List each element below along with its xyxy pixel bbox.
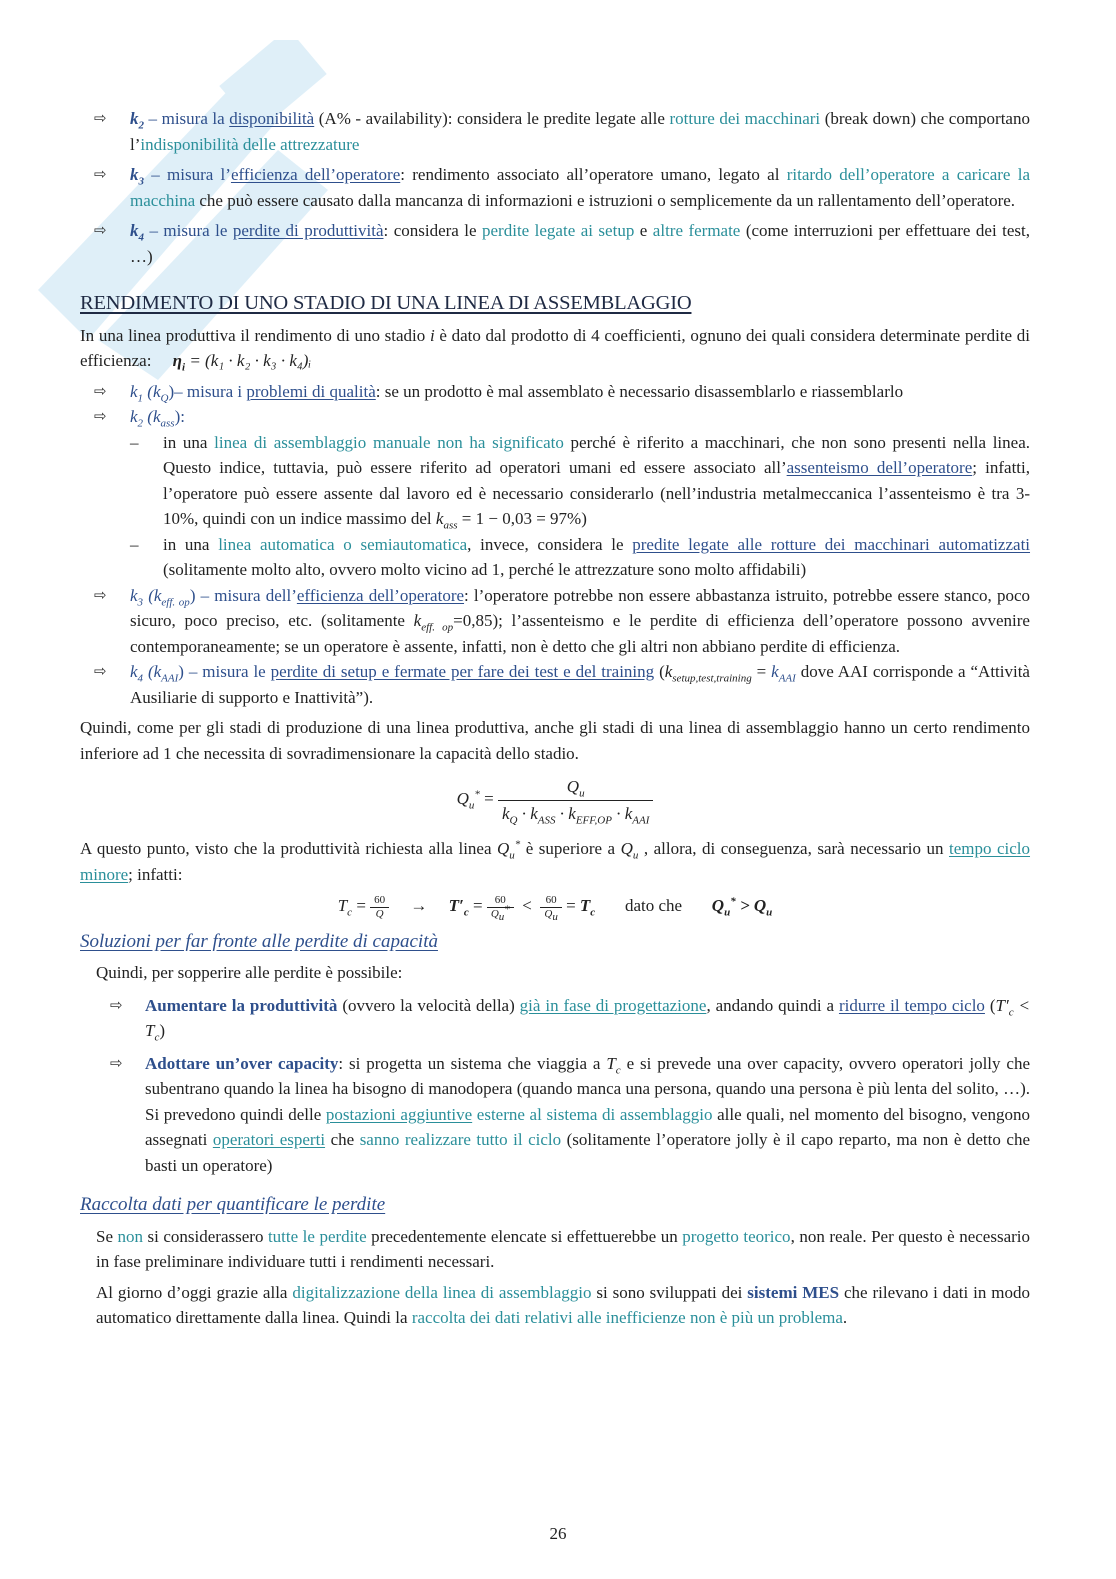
bullet-kq: ⇨ $k_1$ $(k_Q)-$ misura i problemi di qualità: se un prodotto è mal assemblato è necessario disassemblarlo e riassemblarlo xyxy=(80,379,1030,405)
page-number: 26 xyxy=(549,1524,567,1543)
bullet-aumentare-produttivita: ⇨ Aumentare la produttività (ovvero la velocità della) già in fase di progettazione, andando quindi a ridurre il tempo ciclo $(T'_c < T_c)$ xyxy=(80,993,1030,1044)
bullet-k4: ⇨ $k_4$ – misura le perdite di produttività: considera le perdite legate ai setup e altre fermate (come interruzioni per effettuare dei test, …) xyxy=(80,218,1030,269)
arrow-bullet-icon: ⇨ xyxy=(94,109,107,127)
k-symbol: $k_3$ xyxy=(130,165,144,188)
formula-qu-star: $Q_u^*$ = $\frac{Q_u}{k_Q \cdot k_{ASS} \cdot k_{EFF,OP} \cdot k_{AAI}}$ xyxy=(80,774,1030,826)
formula-tempo-ciclo: $T_c$ = $\frac{60}{Q}$ → $T'_c$ = $\frac{60}{Q_u^*}$ < $\frac{60}{Q_u}$ = $T_c$ dato che $Q_u^* > Q_u$ xyxy=(337,893,773,923)
k-symbol: $k_4$ xyxy=(130,221,144,244)
bullet-keffop: ⇨ $k_3$ $(k_{eff. op})$ – misura dell’efficienza dell’operatore: l’operatore potrebbe non essere abbastanza istruito, potrebbe essere stanco, poco sicuro, poco preciso, etc. (solitamente $k_{eff. op}=0,85$); l’assenteismo e le perdite di efficienza dell’operatore possono avvenire contemporaneamente; se un operatore è assente, infatti, non è detto che gli altri non abbiano perdite di efficienza. xyxy=(80,583,1030,660)
bullet-over-capacity: ⇨ Adottare un’over capacity: si progetta un sistema che viaggia a $T_c$ e si prevede una over capacity, ovvero operatori jolly che subentrano quando la linea ha bisogno di manodopera (quando manca una persona, quando una persona è più lenta del solito, …). Si prevedono quindi delle postazioni aggiuntive esterne al sistema di assemblaggio alle quali, nel momento del bisogno, vengono assegnati operatori esperti che sanno realizzare tutto il ciclo (solitamente l’operatore jolly è il capo reparto, ma non è detto che basti un operatore) xyxy=(80,1051,1030,1179)
soluzioni-intro: Quindi, per sopperire alle perdite è possibile: xyxy=(96,963,403,983)
raccolta-paragraph-2: Al giorno d’oggi grazie alla digitalizzazione della linea di assemblaggio si sono sviluppati dei sistemi MES che rilevano i dati in modo automatico direttamente dalla linea. Quindi la raccolta dei dati relativi alle inefficienze non è più un problema. xyxy=(96,1282,1030,1328)
k-symbol: $k_2$ xyxy=(130,109,144,132)
paragraph-quindi: Quindi, come per gli stadi di produzione di una linea produttiva, anche gli stadi di una linea di assemblaggio hanno un certo rendimento inferiore ad 1 che necessita di sovradimensionare la capacità dello stadio. xyxy=(80,718,1030,763)
dash-item-manual: – in una linea di assemblaggio manuale non ha significato perché è riferito a macchinari, che non sono presenti nella linea. Questo indice, tuttavia, può essere riferito ad operatori umani ed essere associato all’assenteismo dell’operatore; infatti, l’operatore può essere assente dal lavoro ed è necessario considerarlo (nell’industria metalmeccanica l’assenteismo è tra 3-10%, quindi con un indice massimo del $k_{ass} = 1 - 0,03 = 97\%$) xyxy=(130,432,1030,532)
link-disponibilita: disponibilità xyxy=(229,109,315,128)
page-content xyxy=(80,106,1030,1336)
arrow-bullet-icon: ⇨ xyxy=(94,165,107,183)
paragraph-a-questo-punto: A questo punto, visto che la produttività richiesta alla linea $Q_u^*$ è superiore a $Q_u$ , allora, di conseguenza, sarà necessario un tempo ciclo minore; infatti: xyxy=(80,838,1031,884)
subsection-title-raccolta: Raccolta dati per quantificare le perdite xyxy=(80,1194,386,1216)
bullet-kaai: ⇨ $k_4$ $(k_{AAI})$ – misura le perdite di setup e fermate per fare dei test e del training ($k_{setup,test,training} = k_{AAI}$ dove AAI corrisponde a “Attività Ausiliarie di supporto e Inattività”). xyxy=(80,659,1030,710)
dash-item-automatic: – in una linea automatica o semiautomatica, invece, considera le predite legate alle rotture dei macchinari automatizzati (solitamente molto alto, ovvero molto vicino ad 1, perché le attrezzature sono molto affidabili) xyxy=(130,534,1031,579)
arrow-bullet-icon: ⇨ xyxy=(94,585,107,604)
arrow-bullet-icon: ⇨ xyxy=(110,1053,123,1072)
section-intro: In una linea produttiva il rendimento di uno stadio i è dato dal prodotto di 4 coefficienti, ognuno dei quali considera determinate perdite di efficienza: $\eta_i = (k_1 \cdot k_2 \cdot k_3$ · k₄)ᵢ xyxy=(80,325,1030,374)
arrow-bullet-icon: ⇨ xyxy=(94,407,107,425)
raccolta-paragraph-1: Se non si considerassero tutte le perdite precedentemente elencate si effettuerebbe un progetto teorico, non reale. Per questo è necessario in fase preliminare individuare tutti i rendimenti necessari. xyxy=(96,1226,1031,1272)
arrow-bullet-icon: ⇨ xyxy=(110,995,123,1014)
eta-symbol: $\eta_i$ xyxy=(172,351,186,374)
bullet-kass: ⇨ $k_2$ $(k_{ass})$: xyxy=(80,404,1030,430)
section-title: RENDIMENTO DI UNO STADIO DI UNA LINEA DI ASSEMBLAGGIO xyxy=(80,292,692,314)
subsection-title-soluzioni: Soluzioni per far fronte alle perdite di capacità xyxy=(80,930,438,952)
bullet-k2: ⇨ $k_2$ – misura la disponibilità (A% - availability): considera le predite legate alle rotture dei macchinari (break down) che comportano l’indisponibilità delle attrezzature xyxy=(80,106,1030,157)
bullet-k3: ⇨ $k_3$ – misura l’efficienza dell’operatore: rendimento associato all’operatore umano, legato al ritardo dell’operatore a caricare la macchina che può essere causato dalla mancanza di informazioni e istruzioni o semplicemente da un rallentamento dell’operatore. xyxy=(80,162,1030,213)
arrow-bullet-icon: ⇨ xyxy=(94,381,107,400)
arrow-bullet-icon: ⇨ xyxy=(94,221,107,239)
arrow-bullet-icon: ⇨ xyxy=(94,662,107,680)
